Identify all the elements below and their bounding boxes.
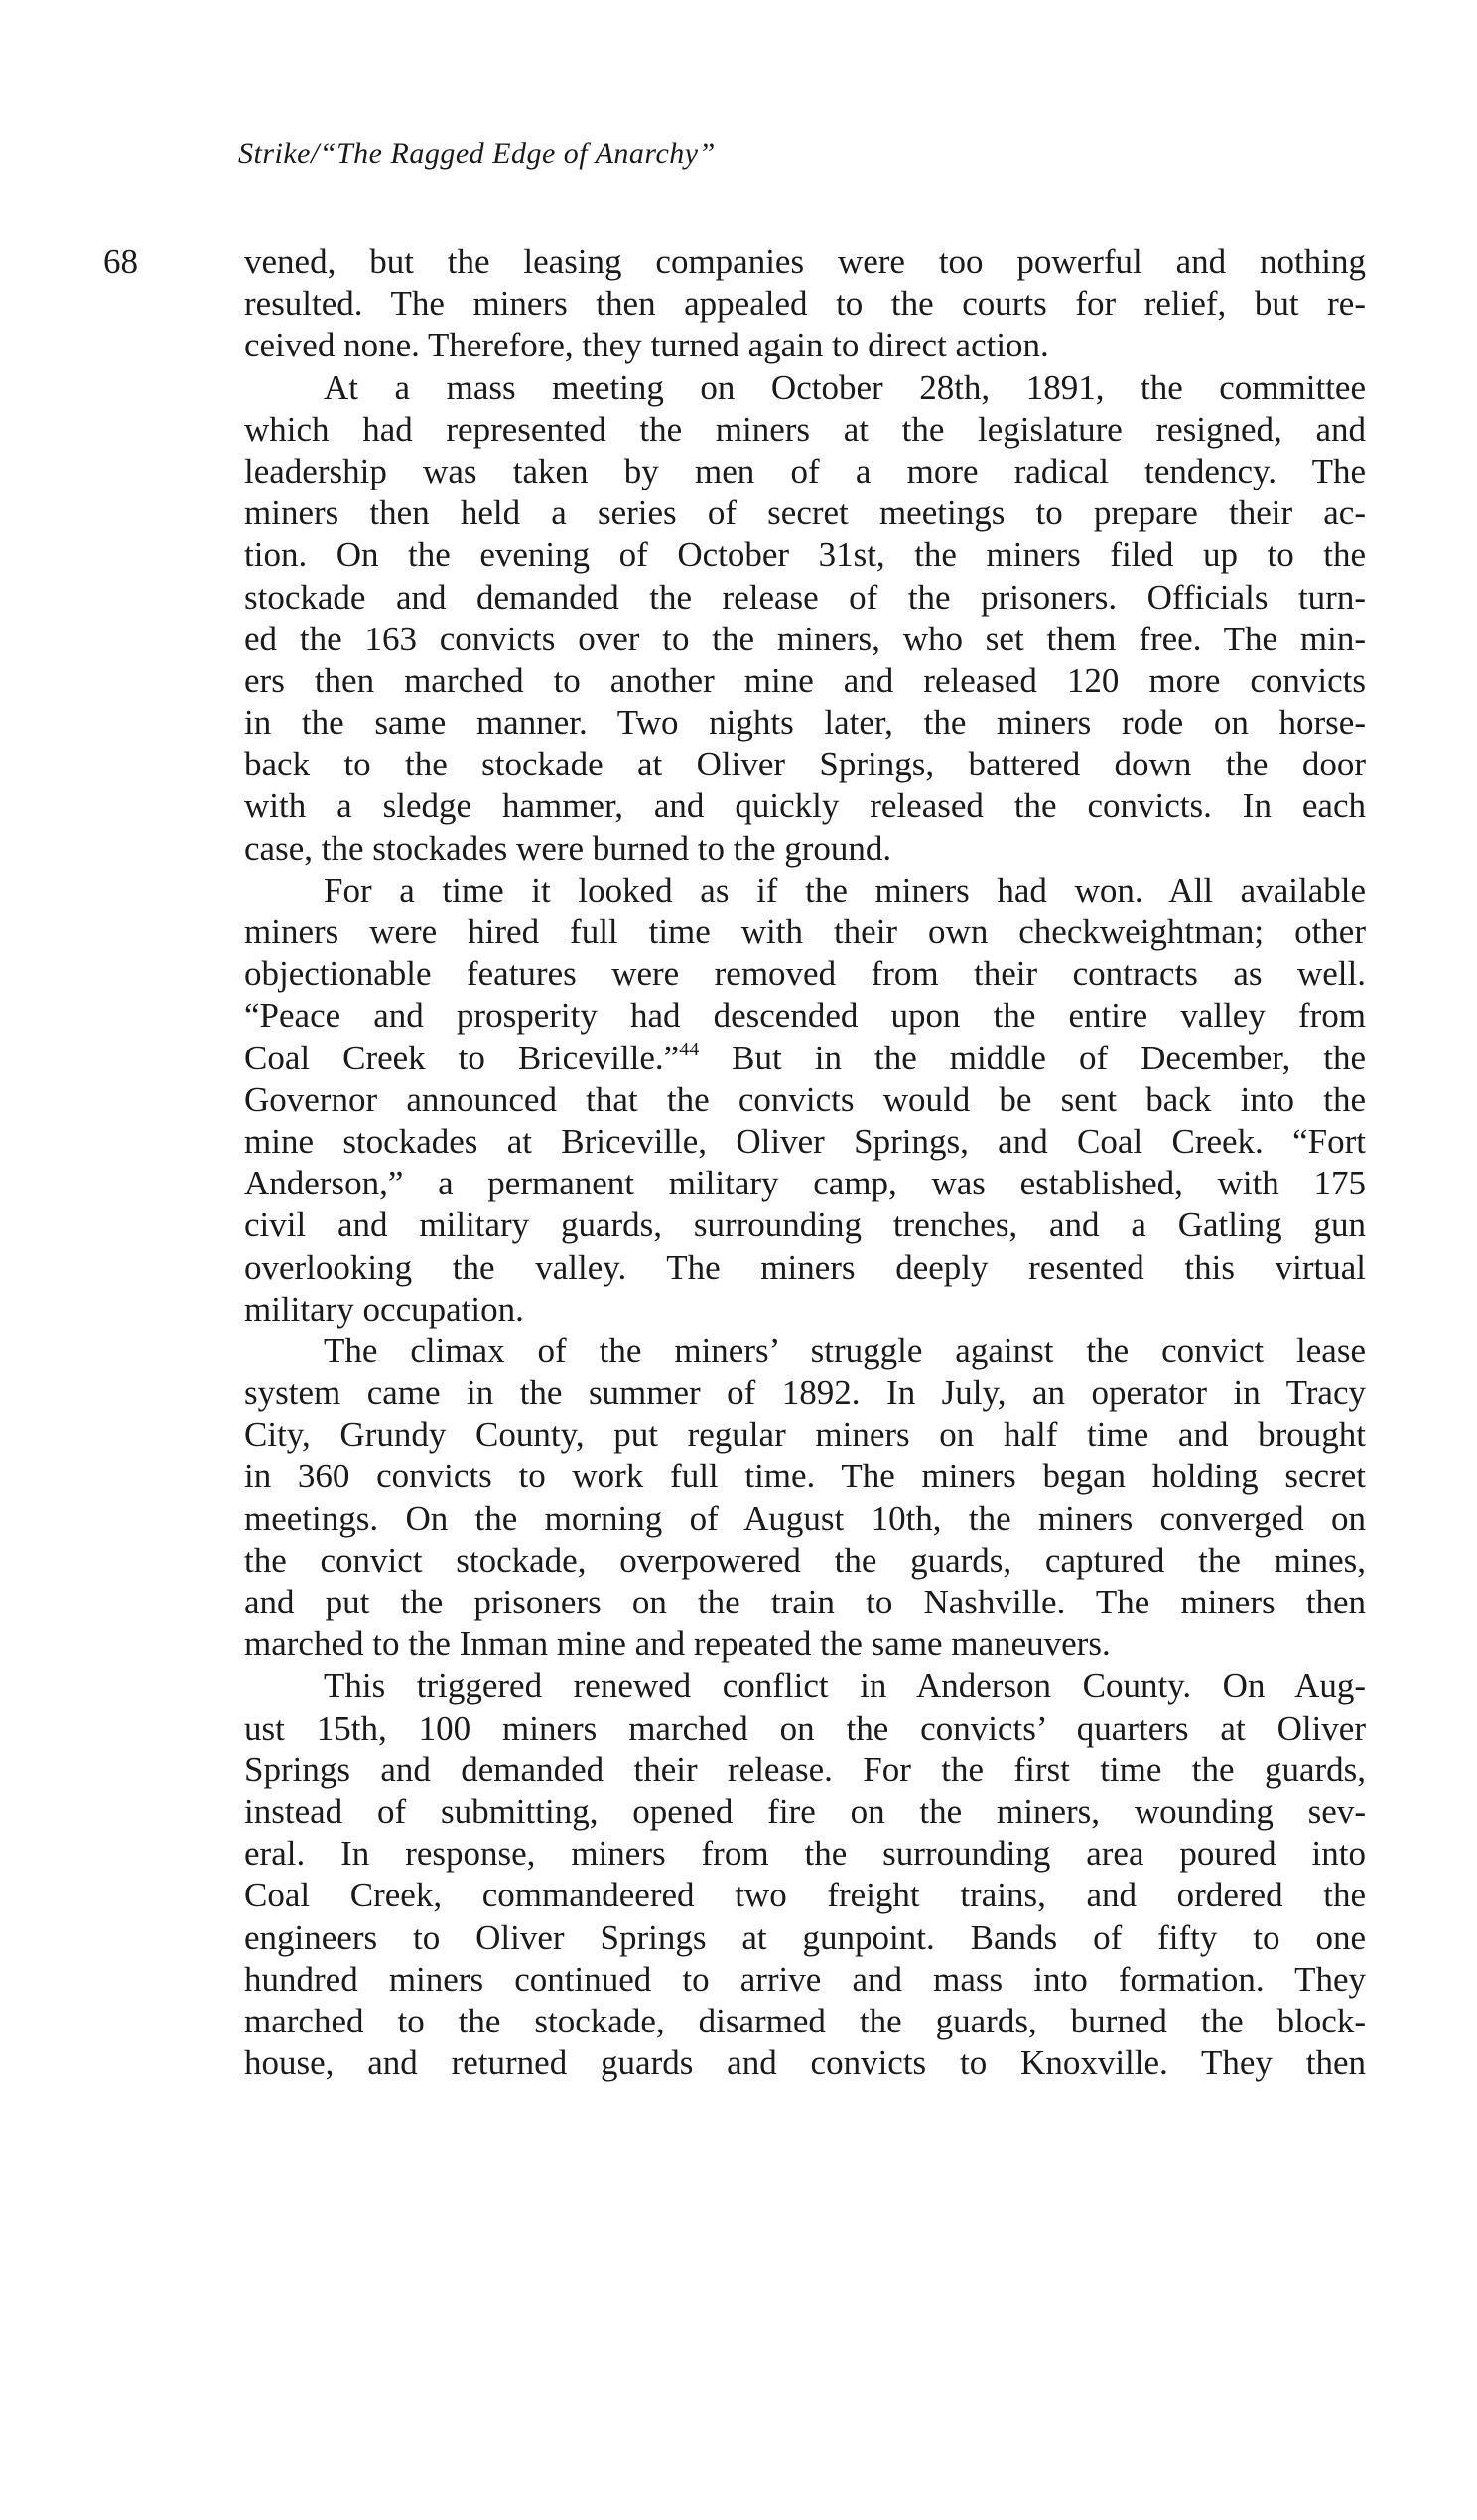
text-line: vened, but the leasing companies were too powerful and nothing	[244, 242, 1366, 281]
text-line: resulted. The miners then appealed to the courts for relief, but re-	[244, 284, 1366, 324]
footnote-marker: 44	[679, 1038, 700, 1060]
text-line: The climax of the miners’ struggle against the convict lease	[324, 1330, 1366, 1370]
text-line: ust 15th, 100 miners marched on the convicts’ quarters at Oliver	[244, 1708, 1366, 1748]
text-line: military occupation.	[244, 1289, 524, 1329]
text-line: At a mass meeting on October 28th, 1891, the committee	[324, 367, 1366, 407]
text-line: ers then marched to another mine and released 120 more convicts	[244, 660, 1366, 700]
text-line: house, and returned guards and convicts to Knoxville. They then	[244, 2043, 1366, 2083]
body-text	[244, 241, 1366, 2084]
text-line: system came in the summer of 1892. In July, an operator in Tracy	[244, 1373, 1366, 1413]
text-line: civil and military guards, surrounding trenches, and a Gatling gun	[244, 1205, 1366, 1245]
text-line: in 360 convicts to work full time. The miners began holding secret	[244, 1457, 1366, 1496]
text-line: This triggered renewed conflict in Anderson County. On Aug-	[324, 1666, 1366, 1706]
text-line: marched to the Inman mine and repeated the same maneuvers.	[244, 1624, 1111, 1664]
text-line: instead of submitting, opened fire on the miners, wounding sev-	[244, 1791, 1366, 1831]
text-line: City, Grundy County, put regular miners on half time and brought	[244, 1415, 1366, 1455]
text-line: For a time it looked as if the miners had won. All available	[324, 870, 1366, 910]
text-line: Coal Creek, commandeered two freight trains, and ordered the	[244, 1876, 1366, 1915]
text-line: miners were hired full time with their own checkweightman; other	[244, 912, 1366, 951]
text-line: back to the stockade at Oliver Springs, battered down the door	[244, 745, 1366, 784]
text-line: overlooking the valley. The miners deeply resented this virtual	[244, 1247, 1366, 1287]
text-line: marched to the stockade, disarmed the guards, burned the block-	[244, 2001, 1366, 2040]
text-line: which had represented the miners at the legislature resigned, and	[244, 409, 1366, 449]
text-line: Coal Creek to Briceville.”$^{44}$ But in the middle of December, the	[244, 1038, 1366, 1077]
text-line: eral. In response, miners from the surrounding area poured into	[244, 1834, 1366, 1874]
text-line: mine stockades at Briceville, Oliver Springs, and Coal Creek. “Fort	[244, 1121, 1366, 1161]
text-line: Springs and demanded their release. For the first time the guards,	[244, 1750, 1366, 1789]
text-line: leadership was taken by men of a more radical tendency. The	[244, 451, 1366, 490]
text-line: objectionable features were removed from their contracts as well.	[244, 954, 1366, 994]
text-line: ed the 163 convicts over to the miners, who set them free. The min-	[244, 619, 1366, 658]
text-line: tion. On the evening of October 31st, the miners filed up to the	[244, 535, 1366, 575]
text-line: Anderson,” a permanent military camp, was established, with 175	[244, 1164, 1366, 1203]
text-line: “Peace and prosperity had descended upon the entire valley from	[244, 996, 1366, 1036]
text-line: engineers to Oliver Springs at gunpoint. Bands of fifty to one	[244, 1917, 1366, 1957]
text-line: and put the prisoners on the train to Nashville. The miners then	[244, 1583, 1366, 1621]
text-line: Governor announced that the convicts would be sent back into the	[244, 1079, 1366, 1119]
text-line: stockade and demanded the release of the prisoners. Officials turn-	[244, 577, 1366, 617]
text-line: with a sledge hammer, and quickly released the convicts. In each	[244, 786, 1366, 826]
running-head: Strike/“The Ragged Edge of Anarchy”	[238, 137, 716, 170]
page-number: 68	[103, 242, 138, 281]
text-line: case, the stockades were burned to the ground.	[244, 828, 892, 868]
text-line: ceived none. Therefore, they turned again to direct action.	[244, 326, 1049, 365]
text-line: miners then held a series of secret meetings to prepare their ac-	[244, 493, 1366, 533]
text-line: in the same manner. Two nights later, the miners rode on horse-	[244, 703, 1366, 743]
text-line: the convict stockade, overpowered the guards, captured the mines,	[244, 1540, 1366, 1580]
text-line: hundred miners continued to arrive and mass into formation. They	[244, 1959, 1366, 1999]
text-line: meetings. On the morning of August 10th, the miners converged on	[244, 1498, 1366, 1538]
